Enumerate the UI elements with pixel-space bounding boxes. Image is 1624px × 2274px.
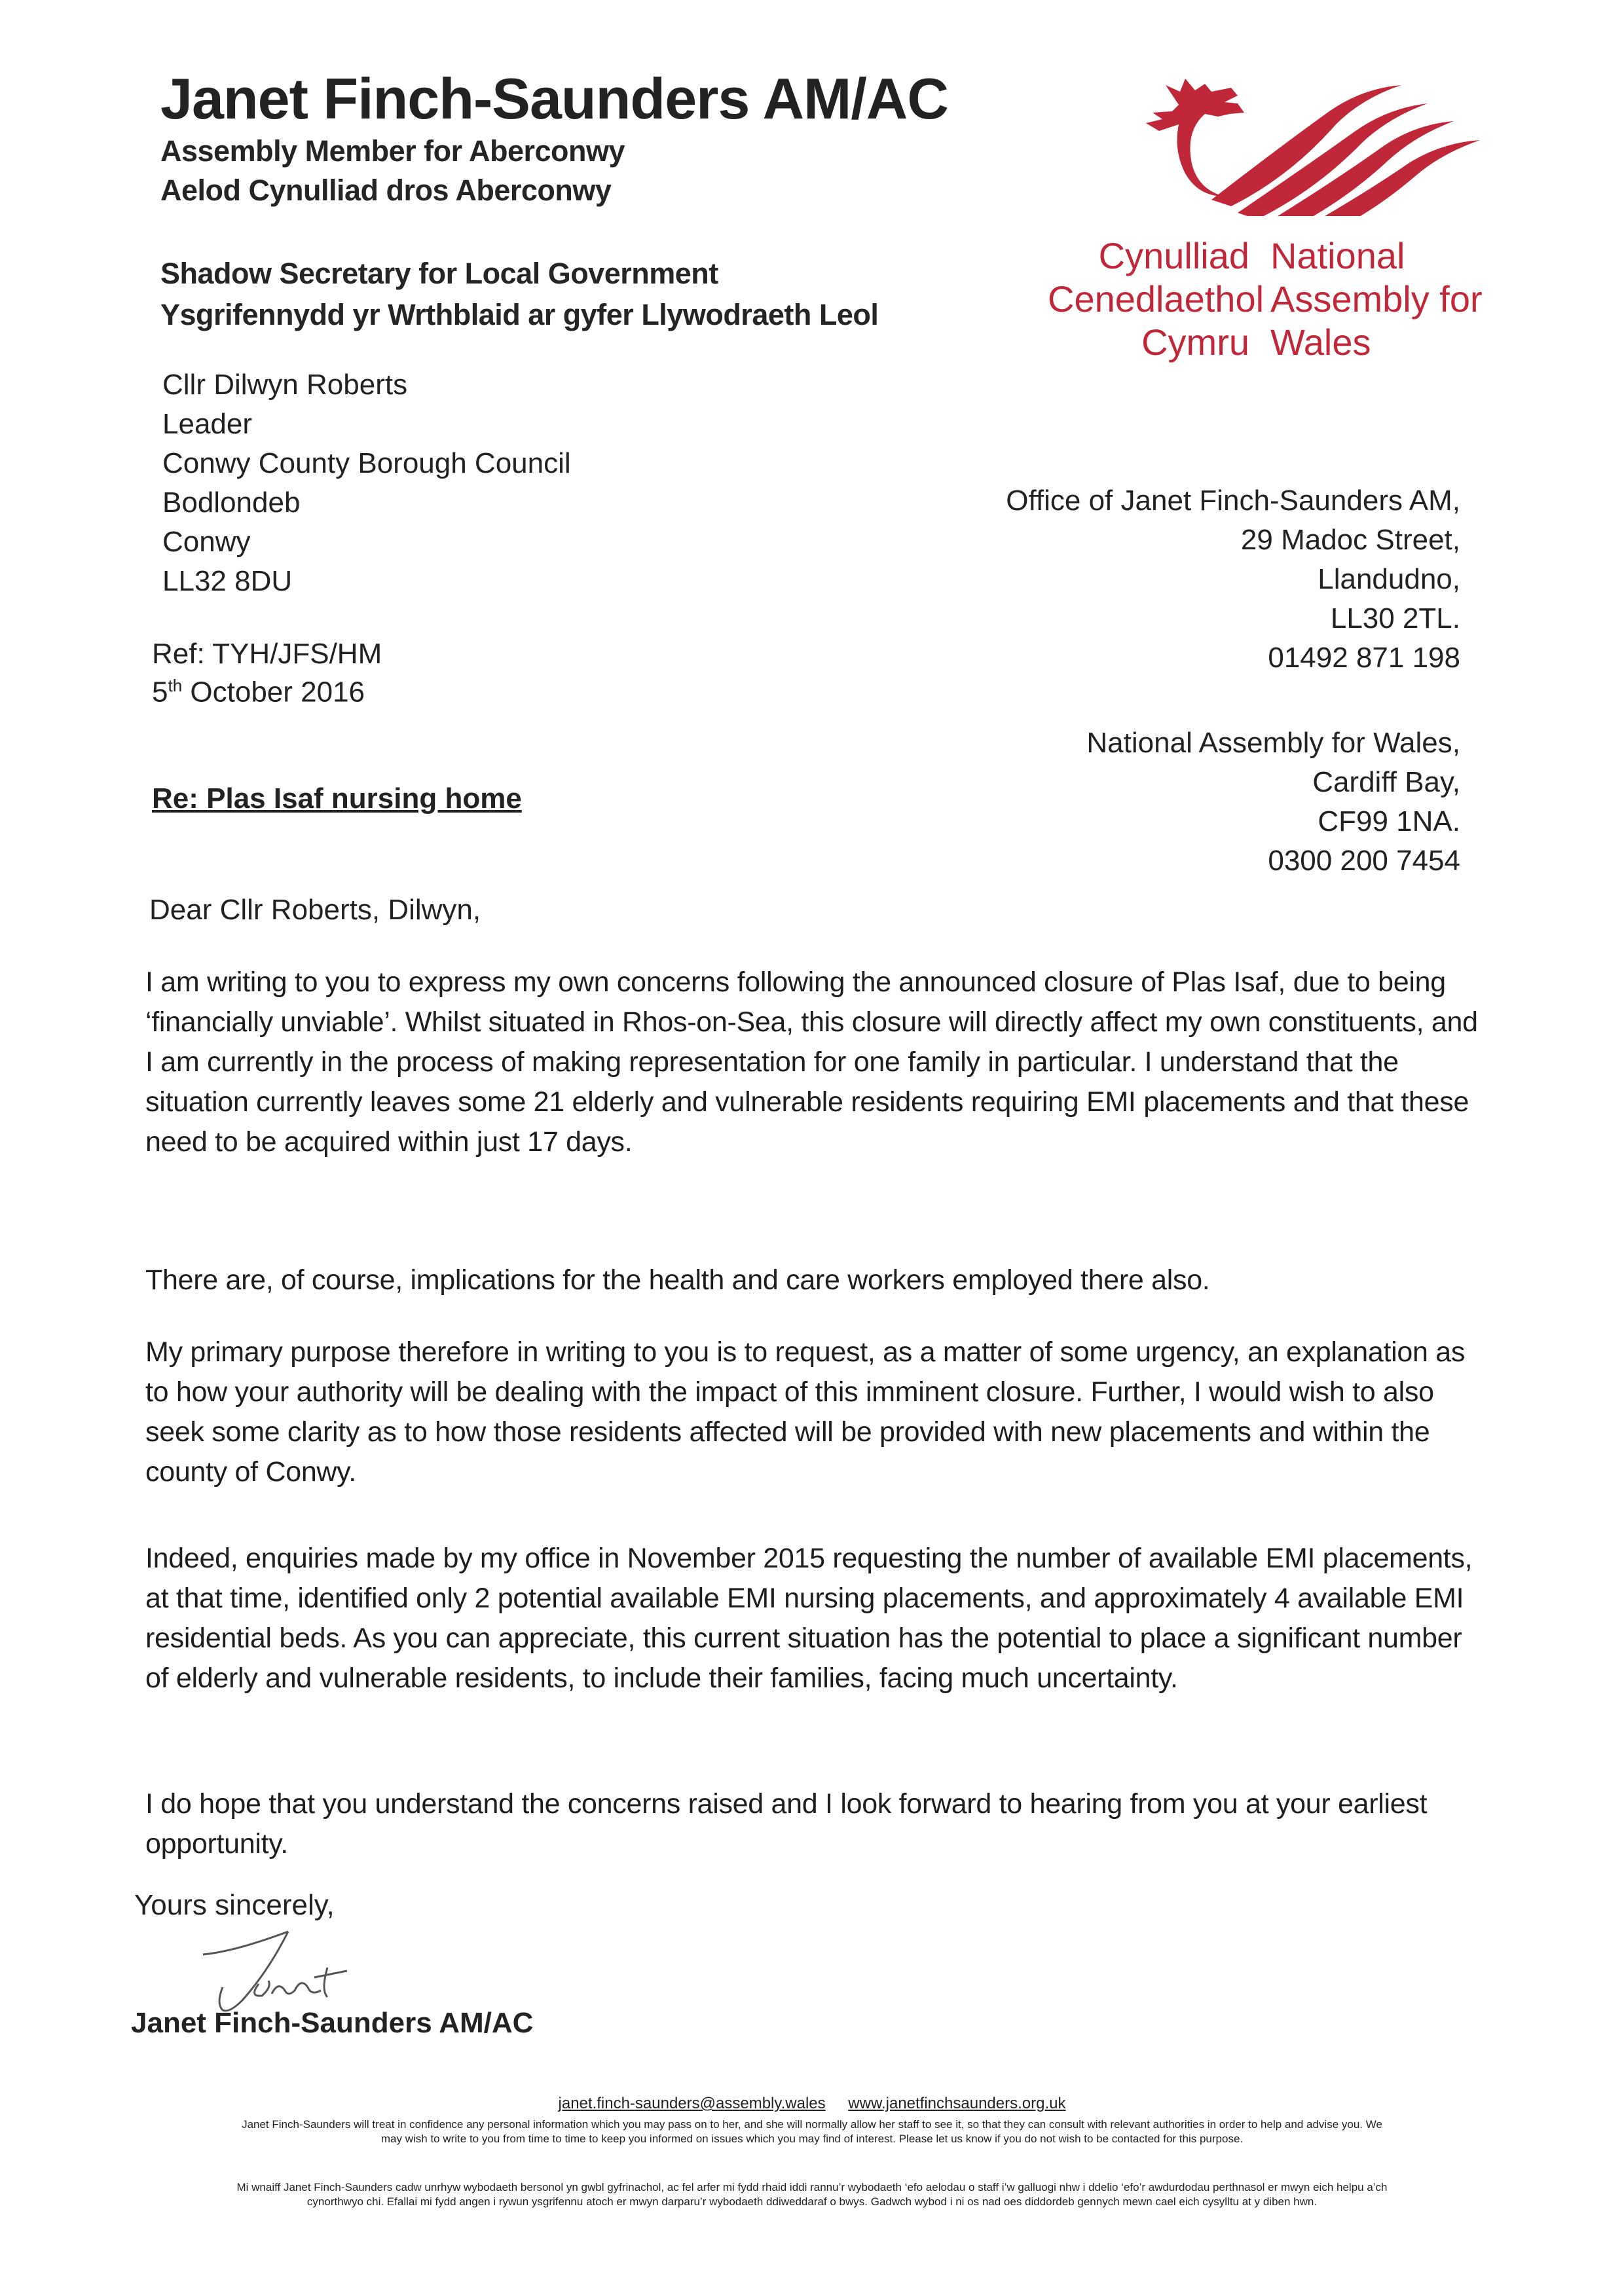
closing-phrase: Yours sincerely, [134,1889,335,1921]
welsh-dragon-logo-icon [1139,65,1506,216]
handwritten-signature [196,1925,406,2017]
body-paragraph: Indeed, enquiries made by my office in November 2015 requesting the number of available EMI placements, at that time, identified only 2 potential available EMI nursing placements, and approximately 4 available EMI residential beds. As you can appreciate, this current situation has the potential to place a significant number of elderly and vulnerable residents, to include their families, facing much uncertainty. [145,1543,1473,1694]
reference-number: Ref: TYH/JFS/HM [152,638,382,670]
signatory-name: Janet Finch-Saunders AM/AC [131,2007,534,2039]
privacy-notice-welsh: Mi wnaiff Janet Finch-Saunders cadw unrhyw wybodaeth bersonol yn gwbl gyfrinachol, ac fel arfer mi fydd rhaid iddi rannu’r wybodaeth ‘efo aelodau o staff i’w galluogi nhw i ddelio ‘efo’r awdurdodau perthnasol er mwyn eich helpu a’ch cynorthwyo chi. Efallai mi fydd angen i rywun ysgrifennu atoch er mwyn darparu’r wybodaeth ddiweddaraf o bwys. Gadwch wybod i ni os nad oes diddordeb gennych mewn cael eich cysylltu at y diben hwn. [236,2181,1388,2208]
body-paragraph: There are, of course, implications for the health and care workers employed there also. [145,1264,1210,1296]
phone-number: 01492 871 198 [1268,642,1460,674]
shadow-role-welsh: Ysgrifennydd yr Wrthblaid ar gyfer Llywodraeth Leol [160,298,879,331]
website-link[interactable]: www.janetfinchsaunders.org.uk [848,2095,1066,2112]
address-line: Cllr Dilwyn Roberts [162,369,408,401]
recipient-address [162,365,571,601]
shadow-role-english: Shadow Secretary for Local Government [160,257,718,290]
address-line: Conwy [162,526,251,558]
logo-line: Cynulliad National [1098,235,1405,276]
assembly-logo-wordmark [1048,234,1506,364]
address-line: Office of Janet Finch-Saunders AM, [1006,485,1460,517]
address-line: CF99 1NA. [1318,805,1460,837]
logo-line: Cenedlaethol Assembly for [1048,278,1483,320]
address-line: LL30 2TL. [1330,602,1460,634]
address-line: LL32 8DU [162,565,293,597]
address-line: Bodlondeb [162,486,301,519]
constituency-office-address [1006,481,1460,678]
logo-line: Cymru Wales [1141,321,1371,363]
phone-number: 0300 200 7454 [1268,845,1460,877]
address-line: Cardiff Bay, [1312,766,1460,798]
address-line: Leader [162,408,253,440]
address-line: Conwy County Borough Council [162,447,571,479]
assembly-address [1086,724,1460,881]
salutation: Dear Cllr Roberts, Dilwyn, [149,894,481,926]
role-welsh: Aelod Cynulliad dros Aberconwy [160,174,612,207]
privacy-notice-english: Janet Finch-Saunders will treat in confidence any personal information which you may pass on to her, and she will normally allow her staff to see it, so that they can consult with relevant authorities in order to help and advise you. We may wish to write to you from time to time to keep you informed on issues which you may find of interest. Please let us know if you do not wish to be contacted for this purpose. [242,2118,1382,2145]
body-paragraph: I do hope that you understand the concerns raised and I look forward to hearing from you at your earliest opportunity. [145,1788,1428,1860]
address-line: 29 Madoc Street, [1240,524,1460,556]
sender-name-heading: Janet Finch-Saunders AM/AC [160,66,948,131]
address-line: National Assembly for Wales, [1086,727,1460,759]
subject-line: Re: Plas Isaf nursing home [152,782,522,815]
body-paragraph: I am writing to you to express my own concerns following the announced closure of Plas Isaf, due to being ‘financially unviable’. Whilst situated in Rhos-on-Sea, this closure will directly affect my own constituents, and I am currently in the process of making representation for one family in particular. I understand that the situation currently leaves some 21 elderly and vulnerable residents requiring EMI placements and that these need to be acquired within just 17 days. [145,966,1478,1158]
address-line: Llandudno, [1318,563,1460,595]
email-link[interactable]: janet.finch-saunders@assembly.wales [558,2095,826,2112]
footer-links [236,2097,1388,2111]
role-english: Assembly Member for Aberconwy [160,134,625,168]
body-paragraph: My primary purpose therefore in writing to you is to request, as a matter of some urgency, an explanation as to how your authority will be dealing with the impact of this imminent closure. Further, I would wish to also seek some clarity as to how those residents affected will be provided with new placements and within the county of Conwy. [145,1336,1466,1488]
letter-date: 5th October 2016 [152,676,365,708]
reference-block [152,638,382,708]
